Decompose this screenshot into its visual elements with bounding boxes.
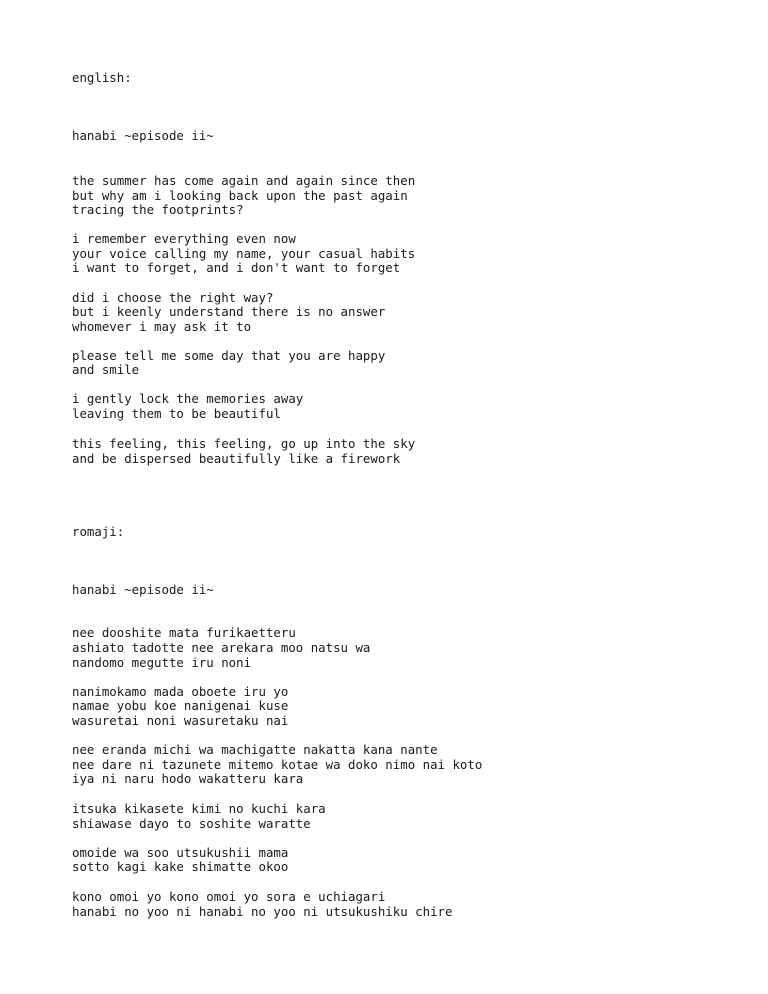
english-lyric-line: did i choose the right way? [72, 290, 274, 305]
english-lyric-line: this feeling, this feeling, go up into the sky [72, 436, 416, 451]
romaji-lyric-line: nanimokamo mada oboete iru yo [72, 684, 289, 699]
romaji-lyric-line: hanabi no yoo ni hanabi no yoo ni utsukushiku chire [72, 904, 453, 919]
romaji-lyric-line: iya ni naru hodo wakatteru kara [72, 771, 304, 786]
english-lyric-line: but why am i looking back upon the past again [72, 188, 408, 203]
romaji-lyric-line: namae yobu koe nanigenai kuse [72, 698, 289, 713]
english-lyric-line: tracing the footprints? [72, 202, 244, 217]
romaji-lyric-line: shiawase dayo to soshite waratte [72, 816, 311, 831]
english-lyric-line: i want to forget, and i don't want to forget [72, 260, 401, 275]
english-lyric-line: and be dispersed beautifully like a firework [72, 451, 401, 466]
romaji-lyric-line: sotto kagi kake shimatte okoo [72, 859, 289, 874]
english-lyric-line: whomever i may ask it to [72, 319, 252, 334]
romaji-title: hanabi ~episode ii~ [72, 582, 214, 597]
romaji-lyric-line: omoide wa soo utsukushii mama [72, 845, 289, 860]
romaji-heading: romaji: [72, 524, 125, 539]
romaji-lyric-line: ashiato tadotte nee arekara moo natsu wa [72, 640, 371, 655]
english-lyric-line: i gently lock the memories away [72, 391, 304, 406]
english-lyric-line: leaving them to be beautiful [72, 406, 281, 421]
romaji-lyric-line: nee dare ni tazunete mitemo kotae wa doko nimo nai koto [72, 757, 483, 772]
romaji-lyric-line: nandomo megutte iru noni [72, 655, 252, 670]
english-lyric-line: please tell me some day that you are happy [72, 348, 386, 363]
romaji-lyric-line: wasuretai noni wasuretaku nai [72, 713, 289, 728]
english-lyric-line: your voice calling my name, your casual habits [72, 246, 416, 261]
romaji-lyric-line: nee eranda michi wa machigatte nakatta kana nante [72, 742, 438, 757]
english-lyric-line: and smile [72, 362, 140, 377]
english-title: hanabi ~episode ii~ [72, 128, 214, 143]
english-lyric-line: i remember everything even now [72, 231, 296, 246]
english-lyric-line: the summer has come again and again since then [72, 173, 416, 188]
romaji-lyric-line: itsuka kikasete kimi no kuchi kara [72, 801, 326, 816]
english-lyric-line: but i keenly understand there is no answer [72, 304, 386, 319]
romaji-lyric-line: kono omoi yo kono omoi yo sora e uchiagari [72, 889, 386, 904]
romaji-lyric-line: nee dooshite mata furikaetteru [72, 625, 296, 640]
english-heading: english: [72, 70, 132, 85]
